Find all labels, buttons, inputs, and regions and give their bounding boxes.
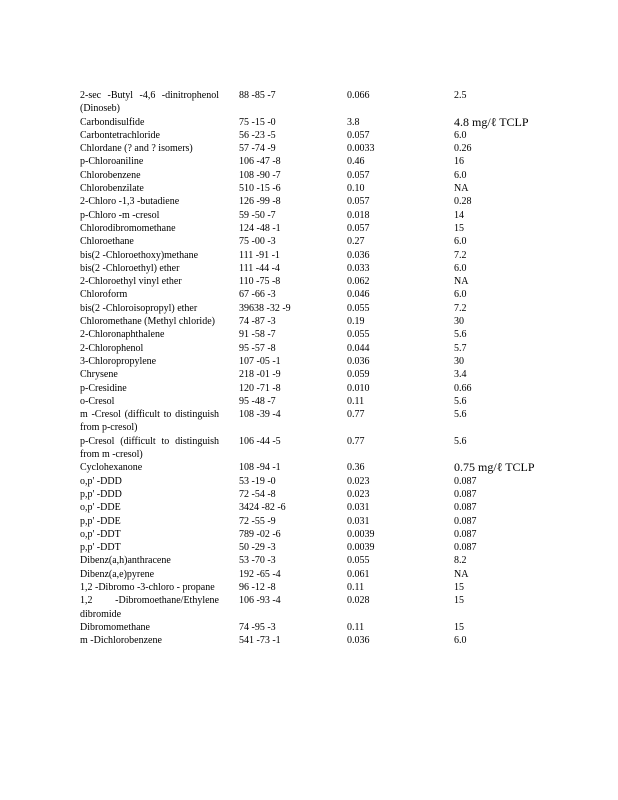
constituent-name: 2-sec -Butyl -4,6 -dinitrophenol (Dinoseb) bbox=[80, 90, 219, 115]
table-row bbox=[80, 355, 540, 368]
wastewater-standard: 0.061 bbox=[347, 568, 370, 580]
table-row bbox=[80, 262, 540, 275]
cas-number: 541 -73 -1 bbox=[239, 635, 281, 647]
table-row bbox=[80, 435, 540, 462]
nonwastewater-standard: 30 bbox=[454, 316, 464, 328]
nonwastewater-standard: 6.0 bbox=[454, 289, 467, 301]
cas-number: 95 -48 -7 bbox=[239, 395, 276, 407]
constituent-name: Chloroform bbox=[80, 289, 128, 301]
constituent-name: 1,2 -Dibromo -3-chloro - propane bbox=[80, 581, 215, 593]
constituent-name: Carbondisulfide bbox=[80, 116, 145, 128]
nonwastewater-standard: 0.087 bbox=[454, 515, 477, 527]
wastewater-standard: 0.055 bbox=[347, 302, 370, 314]
wastewater-standard: 0.36 bbox=[347, 462, 365, 474]
nonwastewater-standard: 0.75 mg/ℓ TCLP bbox=[454, 460, 535, 475]
constituent-name: Chlorodibromomethane bbox=[80, 222, 176, 234]
constituent-name: Dibromomethane bbox=[80, 621, 150, 633]
nonwastewater-standard: 15 bbox=[454, 621, 464, 633]
nonwastewater-standard: 5.7 bbox=[454, 342, 467, 354]
nonwastewater-standard: 0.087 bbox=[454, 542, 477, 554]
wastewater-standard: 0.059 bbox=[347, 369, 370, 381]
table-row bbox=[80, 142, 540, 155]
cas-number: 72 -54 -8 bbox=[239, 488, 276, 500]
constituent-name: Dibenz(a,e)pyrene bbox=[80, 568, 155, 580]
constituent-name: Carbontetrachloride bbox=[80, 129, 160, 141]
cas-number: 67 -66 -3 bbox=[239, 289, 276, 301]
wastewater-standard: 0.11 bbox=[347, 395, 365, 407]
table-row bbox=[80, 315, 540, 328]
table-row bbox=[80, 594, 540, 621]
wastewater-standard: 0.77 bbox=[347, 435, 365, 447]
wastewater-standard: 0.044 bbox=[347, 342, 370, 354]
table-row bbox=[80, 634, 540, 647]
cas-number: 108 -94 -1 bbox=[239, 462, 281, 474]
wastewater-standard: 0.031 bbox=[347, 502, 370, 514]
cas-number: 50 -29 -3 bbox=[239, 542, 276, 554]
table-row bbox=[80, 528, 540, 541]
constituent-name: 2-Chlorophenol bbox=[80, 342, 144, 354]
wastewater-standard: 0.057 bbox=[347, 129, 370, 141]
constituent-name: Dibenz(a,h)anthracene bbox=[80, 555, 171, 567]
cas-number: 120 -71 -8 bbox=[239, 382, 281, 394]
nonwastewater-standard: 0.28 bbox=[454, 196, 472, 208]
table-row bbox=[80, 89, 540, 116]
wastewater-standard: 0.11 bbox=[347, 621, 365, 633]
nonwastewater-standard: 8.2 bbox=[454, 555, 467, 567]
cas-number: 107 -05 -1 bbox=[239, 355, 281, 367]
cas-number: 74 -95 -3 bbox=[239, 621, 276, 633]
cas-number: 106 -47 -8 bbox=[239, 156, 281, 168]
table-row bbox=[80, 222, 540, 235]
nonwastewater-standard: 6.0 bbox=[454, 129, 467, 141]
table-row bbox=[80, 408, 540, 435]
constituent-name: o,p' -DDT bbox=[80, 528, 121, 540]
constituent-name: Cyclohexanone bbox=[80, 462, 143, 474]
wastewater-standard: 0.10 bbox=[347, 183, 365, 195]
cas-number: 96 -12 -8 bbox=[239, 581, 276, 593]
nonwastewater-standard: 15 bbox=[454, 595, 464, 607]
wastewater-standard: 0.066 bbox=[347, 90, 370, 101]
cas-number: 95 -57 -8 bbox=[239, 342, 276, 354]
cas-number: 106 -93 -4 bbox=[239, 595, 281, 607]
nonwastewater-standard: 7.2 bbox=[454, 302, 467, 314]
constituent-name: 2-Chloronaphthalene bbox=[80, 329, 165, 341]
constituent-name: 2-Chloroethyl vinyl ether bbox=[80, 276, 182, 288]
table-row bbox=[80, 382, 540, 395]
wastewater-standard: 0.036 bbox=[347, 249, 370, 261]
cas-number: 111 -91 -1 bbox=[239, 249, 280, 261]
nonwastewater-standard: 15 bbox=[454, 222, 464, 234]
wastewater-standard: 0.036 bbox=[347, 635, 370, 647]
cas-number: 789 -02 -6 bbox=[239, 528, 281, 540]
constituent-name: 1,2 -Dibromoethane/Ethylene dibromide bbox=[80, 595, 219, 620]
table-row bbox=[80, 195, 540, 208]
constituent-name: p-Chloro -m -cresol bbox=[80, 209, 160, 221]
wastewater-standard: 0.036 bbox=[347, 355, 370, 367]
table-row bbox=[80, 461, 540, 474]
nonwastewater-standard: 4.8 mg/ℓ TCLP bbox=[454, 114, 529, 129]
table-row bbox=[80, 249, 540, 262]
cas-number: 75 -15 -0 bbox=[239, 116, 276, 128]
cas-number: 124 -48 -1 bbox=[239, 222, 281, 234]
wastewater-standard: 0.055 bbox=[347, 555, 370, 567]
nonwastewater-standard: 5.6 bbox=[454, 395, 467, 407]
constituent-name: Chlordane (? and ? isomers) bbox=[80, 143, 193, 155]
constituent-name: p,p' -DDT bbox=[80, 542, 121, 554]
nonwastewater-standard: 6.0 bbox=[454, 262, 467, 274]
constituent-name: bis(2 -Chloroethyl) ether bbox=[80, 262, 180, 274]
constituent-name: o,p' -DDD bbox=[80, 475, 122, 487]
nonwastewater-standard: 6.0 bbox=[454, 169, 467, 181]
wastewater-standard: 0.018 bbox=[347, 209, 370, 221]
constituent-name: p,p' -DDE bbox=[80, 515, 121, 527]
table-row bbox=[80, 288, 540, 301]
cas-number: 59 -50 -7 bbox=[239, 209, 276, 221]
constituent-name: Chloromethane (Methyl chloride) bbox=[80, 316, 215, 328]
nonwastewater-standard: 0.087 bbox=[454, 502, 477, 514]
constituent-table-body bbox=[80, 89, 540, 647]
wastewater-standard: 0.031 bbox=[347, 515, 370, 527]
table-row bbox=[80, 275, 540, 288]
constituent-name: bis(2 -Chloroisopropyl) ether bbox=[80, 302, 198, 314]
cas-number: 57 -74 -9 bbox=[239, 143, 276, 155]
table-row bbox=[80, 235, 540, 248]
table-row bbox=[80, 209, 540, 222]
nonwastewater-standard: 6.0 bbox=[454, 635, 467, 647]
nonwastewater-standard: 0.66 bbox=[454, 382, 472, 394]
constituent-table bbox=[80, 89, 540, 647]
cas-number: 510 -15 -6 bbox=[239, 183, 281, 195]
table-row bbox=[80, 515, 540, 528]
cas-number: 91 -58 -7 bbox=[239, 329, 276, 341]
constituent-name: 3-Chloropropylene bbox=[80, 355, 157, 367]
constituent-name: Chlorobenzilate bbox=[80, 183, 144, 195]
nonwastewater-standard: NA bbox=[454, 568, 469, 580]
wastewater-standard: 0.010 bbox=[347, 382, 370, 394]
wastewater-standard: 0.057 bbox=[347, 222, 370, 234]
table-row bbox=[80, 155, 540, 168]
constituent-name: p-Chloroaniline bbox=[80, 156, 144, 168]
cas-number: 53 -19 -0 bbox=[239, 475, 276, 487]
wastewater-standard: 0.77 bbox=[347, 409, 365, 421]
table-row bbox=[80, 568, 540, 581]
table-row bbox=[80, 169, 540, 182]
cas-number: 56 -23 -5 bbox=[239, 129, 276, 141]
table-row bbox=[80, 488, 540, 501]
cas-number: 108 -90 -7 bbox=[239, 169, 281, 181]
cas-number: 192 -65 -4 bbox=[239, 568, 281, 580]
nonwastewater-standard: 5.6 bbox=[454, 409, 467, 421]
nonwastewater-standard: 16 bbox=[454, 156, 464, 168]
wastewater-standard: 0.033 bbox=[347, 262, 370, 274]
table-row bbox=[80, 541, 540, 554]
table-row bbox=[80, 395, 540, 408]
constituent-name: p-Cresidine bbox=[80, 382, 127, 394]
wastewater-standard: 0.19 bbox=[347, 316, 365, 328]
nonwastewater-standard: NA bbox=[454, 276, 469, 288]
constituent-name: p-Cresol (difficult to distinguish from m -cresol) bbox=[80, 435, 219, 461]
nonwastewater-standard: 5.6 bbox=[454, 435, 467, 447]
wastewater-standard: 0.055 bbox=[347, 329, 370, 341]
constituent-name: m -Cresol (difficult to distinguish from p-cresol) bbox=[80, 409, 219, 434]
constituent-name: p,p' -DDD bbox=[80, 488, 122, 500]
constituent-name: m -Dichlorobenzene bbox=[80, 635, 162, 647]
nonwastewater-standard: 3.4 bbox=[454, 369, 467, 381]
nonwastewater-standard: 7.2 bbox=[454, 249, 467, 261]
cas-number: 3424 -82 -6 bbox=[239, 502, 286, 514]
cas-number: 75 -00 -3 bbox=[239, 236, 276, 248]
wastewater-standard: 0.023 bbox=[347, 488, 370, 500]
nonwastewater-standard: 0.087 bbox=[454, 475, 477, 487]
constituent-name: bis(2 -Chloroethoxy)methane bbox=[80, 249, 199, 261]
nonwastewater-standard: 6.0 bbox=[454, 236, 467, 248]
wastewater-standard: 0.0033 bbox=[347, 143, 375, 155]
cas-number: 72 -55 -9 bbox=[239, 515, 276, 527]
wastewater-standard: 0.46 bbox=[347, 156, 365, 168]
table-row bbox=[80, 302, 540, 315]
nonwastewater-standard: 15 bbox=[454, 581, 464, 593]
nonwastewater-standard: 5.6 bbox=[454, 329, 467, 341]
cas-number: 88 -85 -7 bbox=[239, 90, 276, 101]
table-row bbox=[80, 368, 540, 381]
wastewater-standard: 0.0039 bbox=[347, 528, 375, 540]
wastewater-standard: 0.057 bbox=[347, 196, 370, 208]
wastewater-standard: 3.8 bbox=[347, 116, 360, 128]
table-row bbox=[80, 581, 540, 594]
nonwastewater-standard: 0.26 bbox=[454, 143, 472, 155]
constituent-name: Chlorobenzene bbox=[80, 169, 141, 181]
cas-number: 53 -70 -3 bbox=[239, 555, 276, 567]
table-row bbox=[80, 342, 540, 355]
table-row bbox=[80, 116, 540, 129]
table-row bbox=[80, 554, 540, 567]
cas-number: 106 -44 -5 bbox=[239, 435, 281, 447]
table-row bbox=[80, 475, 540, 488]
wastewater-standard: 0.27 bbox=[347, 236, 365, 248]
nonwastewater-standard: 0.087 bbox=[454, 488, 477, 500]
nonwastewater-standard: 30 bbox=[454, 355, 464, 367]
cas-number: 39638 -32 -9 bbox=[239, 302, 291, 314]
nonwastewater-standard: 0.087 bbox=[454, 528, 477, 540]
wastewater-standard: 0.023 bbox=[347, 475, 370, 487]
table-row bbox=[80, 501, 540, 514]
table-row bbox=[80, 129, 540, 142]
nonwastewater-standard: 14 bbox=[454, 209, 464, 221]
constituent-name: Chloroethane bbox=[80, 236, 134, 248]
cas-number: 111 -44 -4 bbox=[239, 262, 280, 274]
nonwastewater-standard: NA bbox=[454, 183, 469, 195]
table-row bbox=[80, 621, 540, 634]
wastewater-standard: 0.062 bbox=[347, 276, 370, 288]
cas-number: 110 -75 -8 bbox=[239, 276, 281, 288]
constituent-name: o-Cresol bbox=[80, 395, 115, 407]
cas-number: 218 -01 -9 bbox=[239, 369, 281, 381]
constituent-name: Chrysene bbox=[80, 369, 118, 381]
table-row bbox=[80, 328, 540, 341]
wastewater-standard: 0.0039 bbox=[347, 542, 375, 554]
cas-number: 126 -99 -8 bbox=[239, 196, 281, 208]
wastewater-standard: 0.11 bbox=[347, 581, 365, 593]
constituent-name: o,p' -DDE bbox=[80, 502, 121, 514]
table-row bbox=[80, 182, 540, 195]
wastewater-standard: 0.028 bbox=[347, 595, 370, 607]
wastewater-standard: 0.057 bbox=[347, 169, 370, 181]
constituent-name: 2-Chloro -1,3 -butadiene bbox=[80, 196, 180, 208]
wastewater-standard: 0.046 bbox=[347, 289, 370, 301]
nonwastewater-standard: 2.5 bbox=[454, 90, 467, 101]
cas-number: 108 -39 -4 bbox=[239, 409, 281, 421]
cas-number: 74 -87 -3 bbox=[239, 316, 276, 328]
